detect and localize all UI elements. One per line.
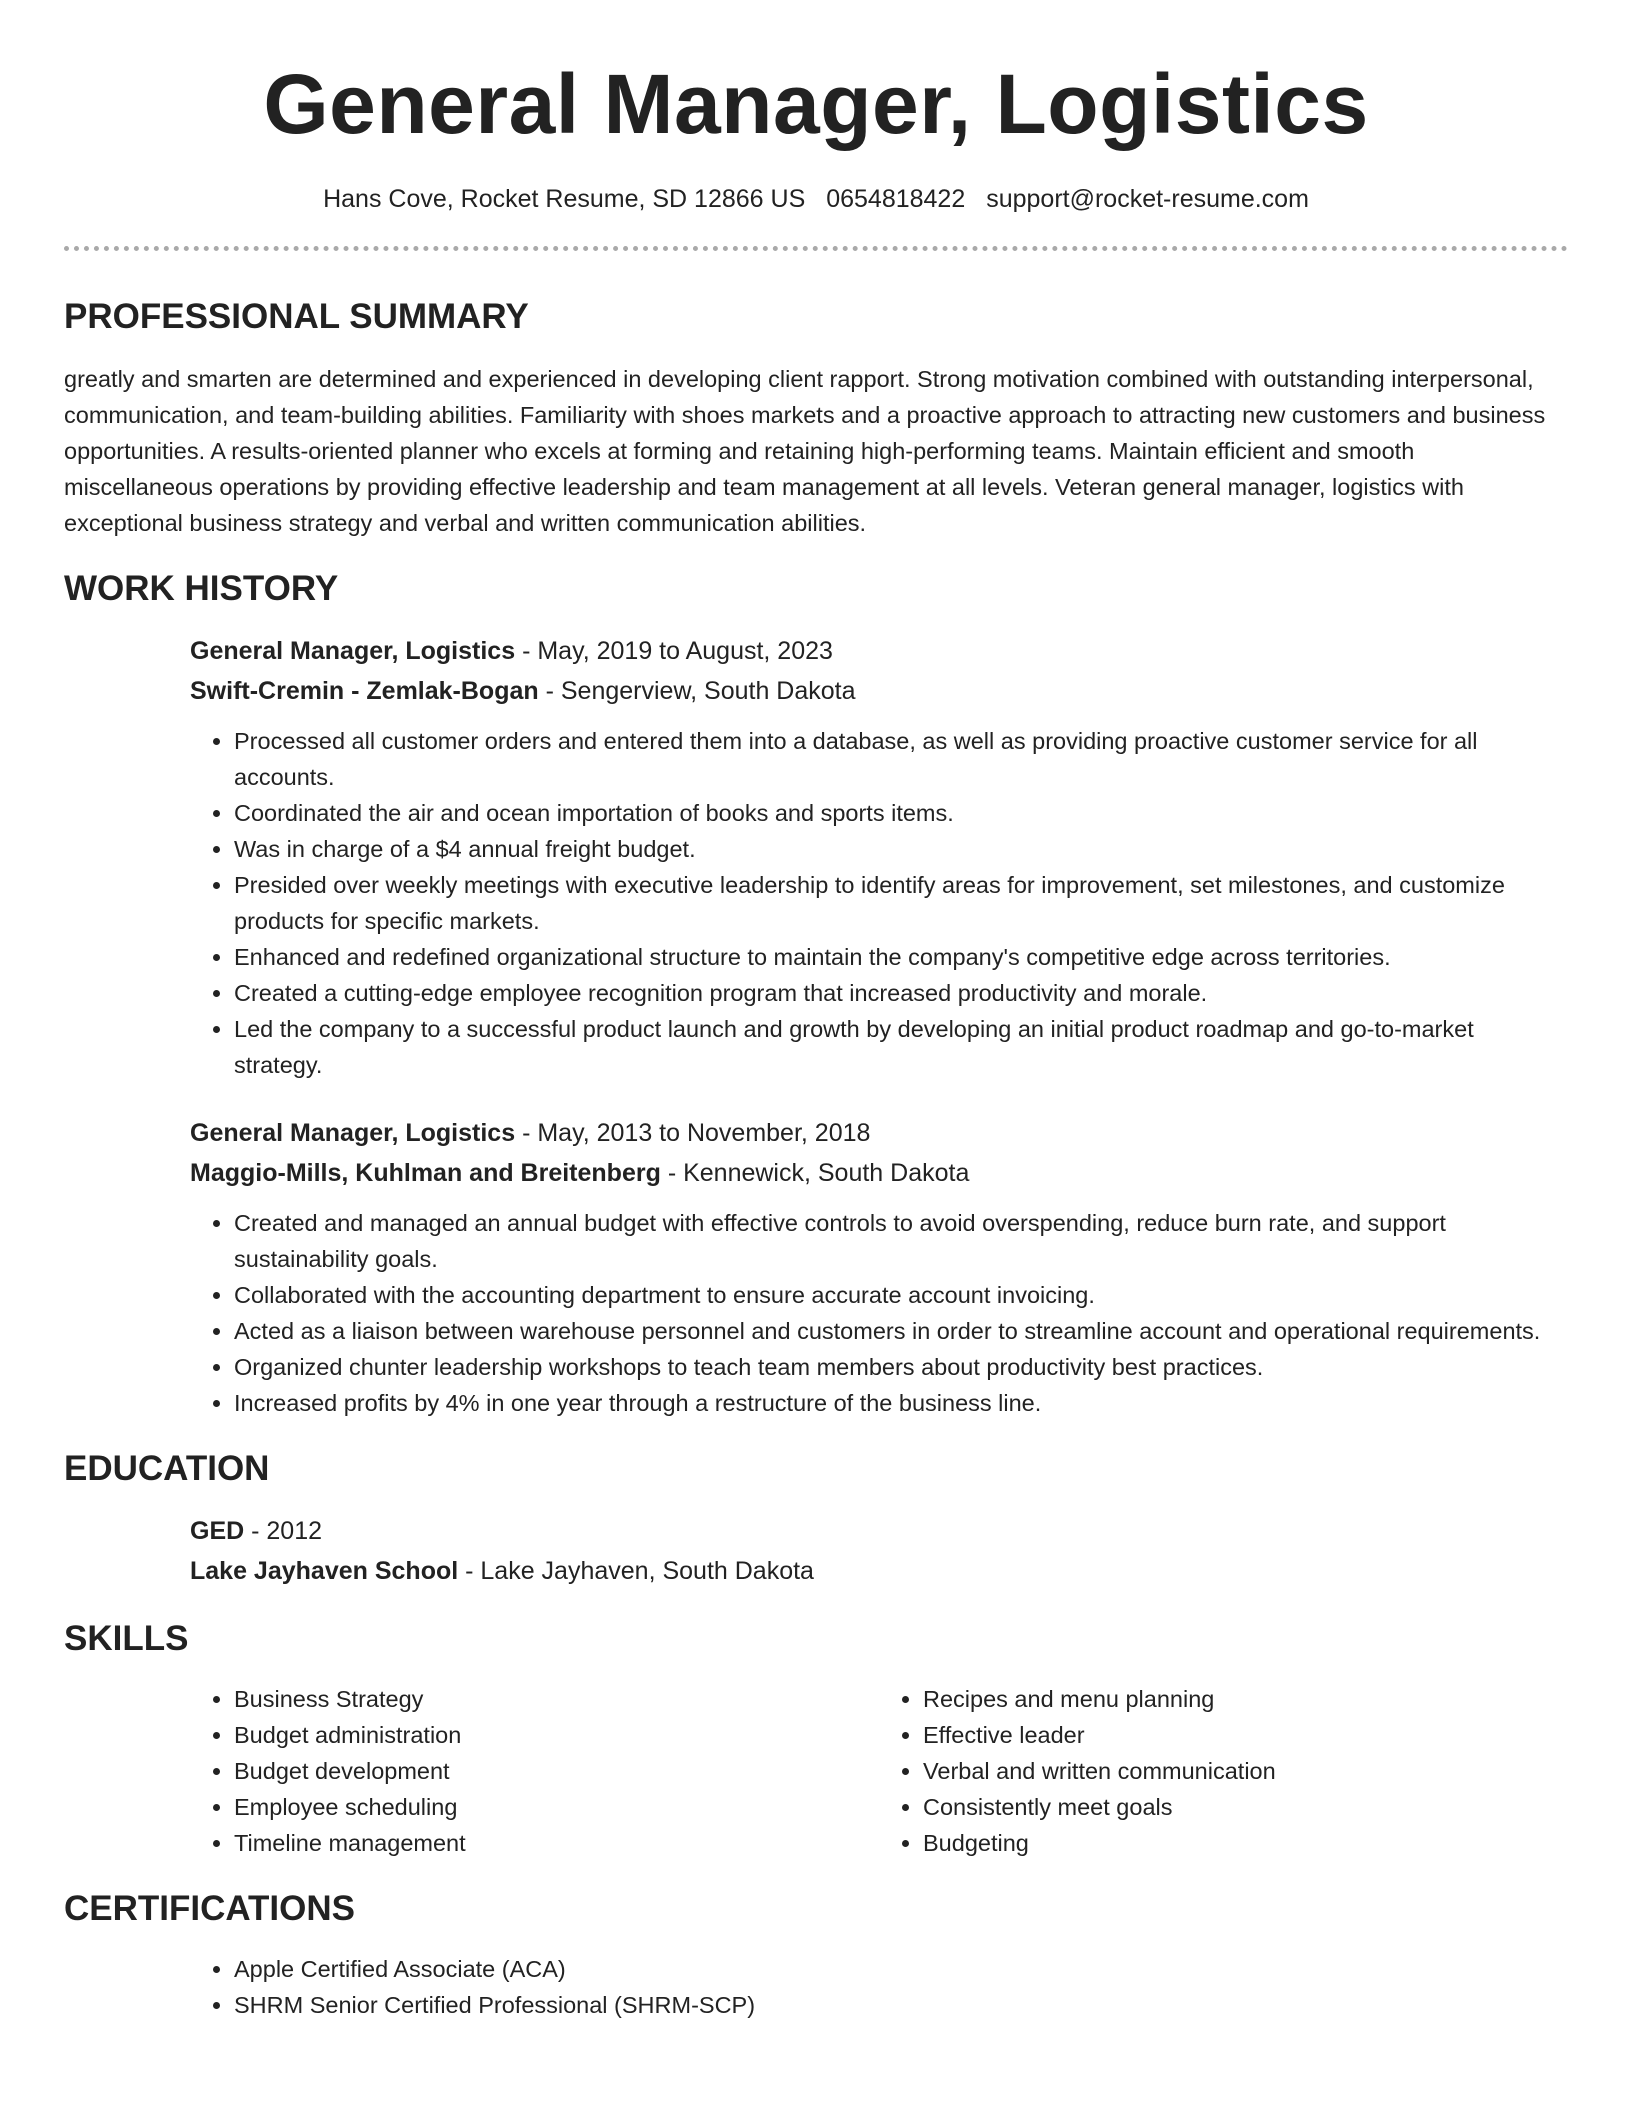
job-entry	[190, 1113, 1568, 1421]
job-location: - Kennewick, South Dakota	[660, 1159, 970, 1187]
job-bullet: • Acted as a liaison between warehouse personnel and customers in order to streamline account and operational requirements.	[234, 1313, 1568, 1349]
education-heading: EDUCATION	[64, 1449, 270, 1488]
certification-item: • SHRM Senior Certified Professional (SHRM-SCP)	[234, 1987, 1568, 2023]
job-title-line	[190, 1113, 1568, 1153]
certification-item: • Apple Certified Associate (ACA)	[234, 1951, 1568, 1987]
job-dates: - May, 2013 to November, 2018	[515, 1119, 871, 1147]
job-bullet: • Coordinated the air and ocean importation of books and sports items.	[234, 795, 1568, 831]
job-dates: - May, 2019 to August, 2023	[515, 637, 833, 665]
contact-phone: 0654818422	[826, 185, 966, 213]
skill-item: • Budget administration	[234, 1717, 879, 1753]
skills-column-left	[190, 1681, 879, 1861]
job-bullet: • Created and managed an annual budget with effective controls to avoid overspending, reduce burn rate, and support sustainability goals.	[234, 1205, 1568, 1277]
job-bullet: • Increased profits by 4% in one year through a restructure of the business line.	[234, 1385, 1568, 1421]
job-bullet: • Collaborated with the accounting department to ensure accurate account invoicing.	[234, 1277, 1568, 1313]
job-title-line	[190, 631, 1568, 671]
job-position: General Manager, Logistics	[190, 1119, 516, 1147]
job-company: Maggio-Mills, Kuhlman and Breitenberg	[190, 1159, 661, 1187]
job-bullet: • Enhanced and redefined organizational structure to maintain the company's competitive edge across territories.	[234, 939, 1568, 975]
skill-item: • Business Strategy	[234, 1681, 879, 1717]
certifications-list	[190, 1951, 1568, 2023]
skill-item: • Effective leader	[923, 1717, 1568, 1753]
job-bullet: • Was in charge of a $4 annual freight budget.	[234, 831, 1568, 867]
job-bullet: • Led the company to a successful product launch and growth by developing an initial product roadmap and go-to-market strategy.	[234, 1011, 1568, 1083]
skills-heading: SKILLS	[64, 1619, 189, 1658]
certifications-entry	[190, 1951, 1568, 2023]
job-bullet: • Processed all customer orders and entered them into a database, as well as providing proactive customer service for all accounts.	[234, 723, 1568, 795]
job-bullets	[190, 1205, 1568, 1421]
education-degree-line	[190, 1511, 1568, 1551]
job-bullet: • Created a cutting-edge employee recognition program that increased productivity and morale.	[234, 975, 1568, 1011]
job-entry	[190, 631, 1568, 1083]
summary-heading: PROFESSIONAL SUMMARY	[64, 297, 529, 336]
education-school-line	[190, 1551, 1568, 1591]
skill-item: • Consistently meet goals	[923, 1789, 1568, 1825]
certifications-heading: CERTIFICATIONS	[64, 1889, 356, 1928]
job-bullets	[190, 723, 1568, 1083]
skill-item: • Recipes and menu planning	[923, 1681, 1568, 1717]
skills-grid	[190, 1681, 1568, 1861]
job-bullet: • Presided over weekly meetings with executive leadership to identify areas for improvement, set milestones, and customize products for specific markets.	[234, 867, 1568, 939]
contact-line	[64, 182, 1568, 216]
skill-item: • Employee scheduling	[234, 1789, 879, 1825]
education-year: - 2012	[244, 1517, 323, 1545]
skill-item: • Verbal and written communication	[923, 1753, 1568, 1789]
job-location: - Sengerview, South Dakota	[538, 677, 856, 705]
skill-item: • Budgeting	[923, 1825, 1568, 1861]
education-school: Lake Jayhaven School	[190, 1557, 459, 1585]
job-position: General Manager, Logistics	[190, 637, 516, 665]
job-bullet: • Organized chunter leadership workshops to teach team members about productivity best practices.	[234, 1349, 1568, 1385]
education-entry	[190, 1511, 1568, 1591]
summary-text: greatly and smarten are determined and experienced in developing client rapport. Strong motivation combined with outstanding interpersonal, communication, and team-building abilities. Familiarity with shoes markets and a proactive approach to attracting new customers and business opportunities. A results-oriented planner who excels at forming and retaining high-performing teams. Maintain efficient and smooth miscellaneous operations by providing effective leadership and team management at all levels. Veteran general manager, logistics with exceptional business strategy and verbal and written communication abilities.	[64, 366, 1546, 536]
skills-column-right	[879, 1681, 1568, 1861]
skill-item: • Timeline management	[234, 1825, 879, 1861]
header-divider	[64, 246, 1568, 251]
contact-email: support@rocket-resume.com	[986, 185, 1309, 213]
resume-name: General Manager, Logistics	[263, 57, 1369, 151]
job-company: Swift-Cremin - Zemlak-Bogan	[190, 677, 539, 705]
work-history-heading: WORK HISTORY	[64, 569, 339, 608]
education-location: - Lake Jayhaven, South Dakota	[458, 1557, 814, 1585]
job-company-line	[190, 1153, 1568, 1193]
skill-item: • Budget development	[234, 1753, 879, 1789]
education-degree: GED	[190, 1517, 245, 1545]
job-company-line	[190, 671, 1568, 711]
contact-address: Hans Cove, Rocket Resume, SD 12866 US	[323, 185, 806, 213]
